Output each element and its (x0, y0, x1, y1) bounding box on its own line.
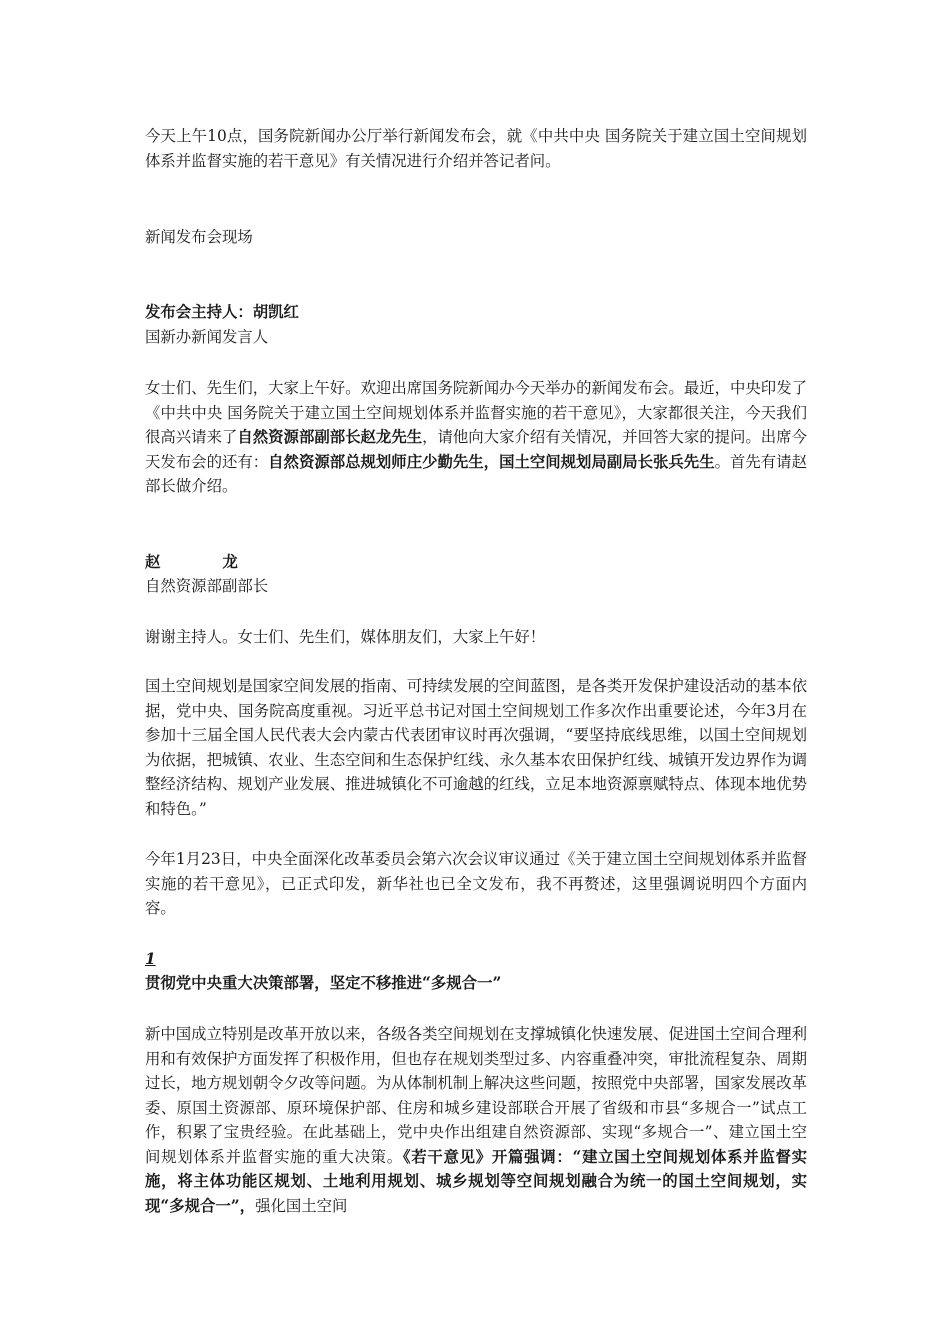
speaker-name-last: 龙 (222, 553, 238, 571)
host-speech (145, 376, 807, 499)
host-speech-part: 。首先有请赵部长做介绍。 (145, 452, 807, 495)
section-body-part: 新中国成立特别是改革开放以来，各级各类空间规划在支撑城镇化快速发展、促进国土空间合理利用和有效保护方面发挥了积极作用，但也存在规划类型过多、内容重叠冲突，审批流程复杂、周期过长，地方规划朝令夕改等问题。为从体制机制上解决这些问题，按照党中央部署，国家发展改革委、原国土资源部、原环境保护部、住房和城乡建设部联合开展了省级和市县“多规合一”试点工作，积累了宝贵经验。在此基础上，党中央作出组建自然资源部、实现“多规合一”、建立国土空间规划体系并监督实施的重大决策。 (145, 1025, 807, 1166)
intro-paragraph: 今天上午10点，国务院新闻办公厅举行新闻发布会，就《中共中央 国务院关于建立国土空间规划体系并监督实施的若干意见》有关情况进行介绍并答记者问。 (145, 127, 807, 170)
speaker-title: 自然资源部副部长 (145, 577, 269, 595)
host-speech-highlight: 自然资源部总规划师庄少勤先生，国土空间规划局副局长张兵先生 (268, 452, 715, 471)
speaker-paragraph-2: 今年1月23日，中央全面深化改革委员会第六次会议审议通过《关于建立国土空间规划体系并监督实施的若干意见》，已正式印发，新华社也已全文发布，我不再赘述，这里强调说明四个方面内容。 (145, 850, 807, 917)
speaker-greeting: 谢谢主持人。女士们、先生们，媒体朋友们，大家上午好！ (145, 628, 546, 646)
speaker-name (145, 550, 807, 575)
host-label: 发布会主持人：胡凯红 (145, 303, 299, 321)
host-speech-part: 女士们、先生们，大家上午好。欢迎出席国务院新闻办今天举办的新闻发布会。最近，中央印发了《中共中央 国务院关于建立国土空间规划体系并监督实施的若干意见》，大家都很关注，今天我们很高兴请来了 (145, 379, 807, 446)
photo-caption: 新闻发布会现场 (145, 228, 253, 246)
host-speech-highlight: 自然资源部副部长赵龙先生 (237, 428, 423, 446)
host-title: 国新办新闻发言人 (145, 328, 269, 346)
host-speech-part: ，请他向大家介绍有关情况，并回答大家的提问。出席今天发布会的还有： (145, 428, 807, 471)
section-heading: 贯彻党中央重大决策部署，坚定不移推进“多规合一” (145, 974, 502, 992)
section-body (145, 1022, 807, 1218)
section-body-part: 强化国土空间 (255, 1196, 348, 1215)
section-body-highlight: 《若干意见》开篇强调：“建立国土空间规划体系并监督实施，将主体功能区规划、土地利用规划、城乡规划等空间规划融合为统一的国土空间规划，实现“多规合一”， (145, 1147, 807, 1215)
section-number (145, 947, 807, 972)
section-number-value: 1 (145, 950, 156, 968)
speaker-name-first: 赵 (145, 553, 161, 571)
speaker-paragraph-1: 国土空间规划是国家空间发展的指南、可持续发展的空间蓝图，是各类开发保护建设活动的基本依据，党中央、国务院高度重视。习近平总书记对国土空间规划工作多次作出重要论述，今年3月在参加十三届全国人民代表大会内蒙古代表团审议时再次强调，“要坚持底线思维，以国土空间规划为依据，把城镇、农业、生态空间和生态保护红线、永久基本农田保护红线、城镇开发边界作为调整经济结构、规划产业发展、推进城镇化不可逾越的红线，立足本地资源禀赋特点、体现本地优势和特色。” (145, 677, 807, 818)
